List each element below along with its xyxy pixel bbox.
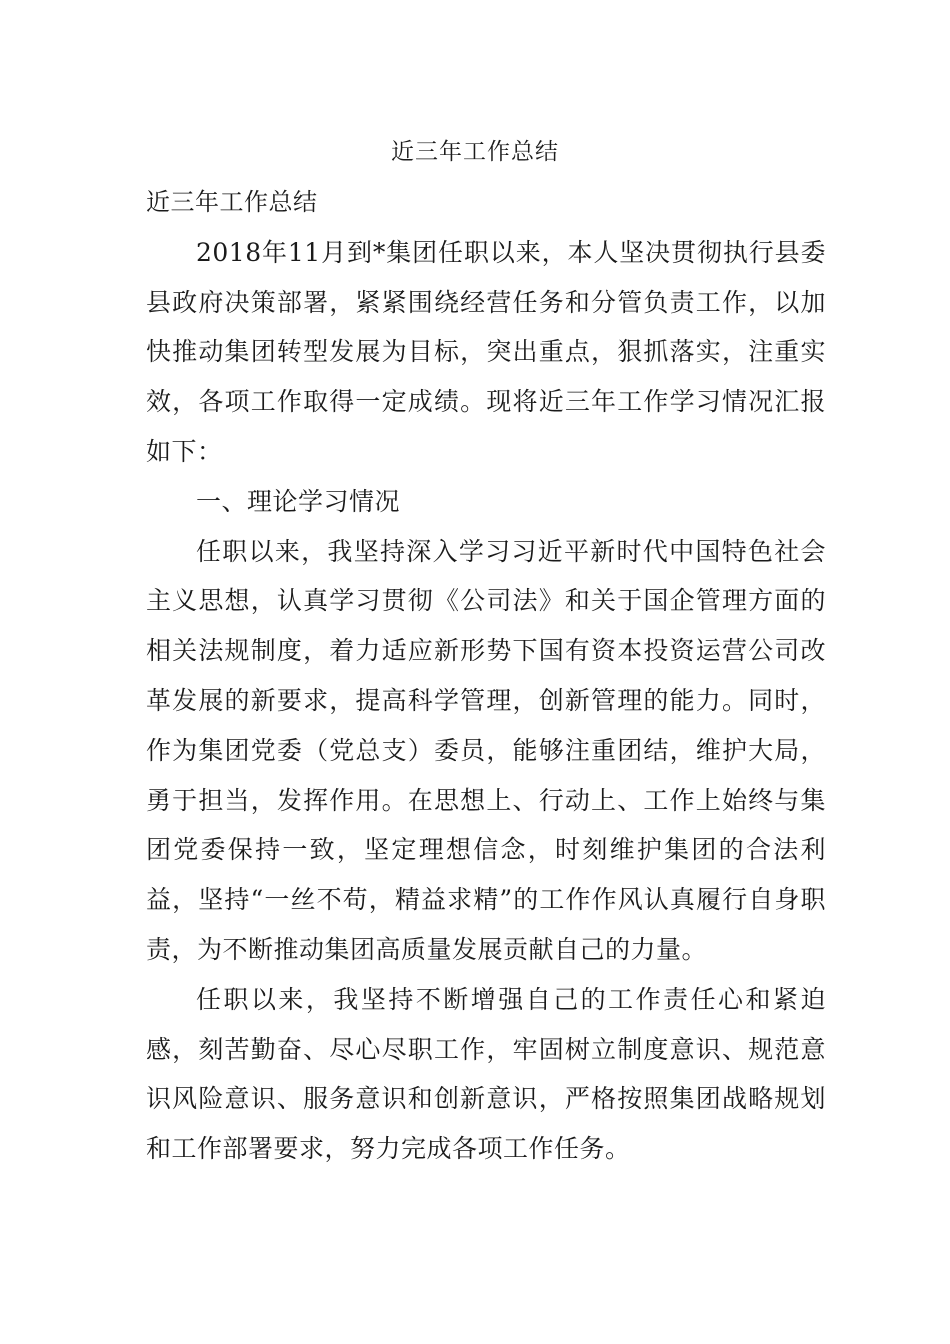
document-body bbox=[146, 178, 826, 1174]
document-subtitle: 近三年工作总结 bbox=[146, 188, 318, 216]
section-heading-theory-study: 一、理论学习情况 bbox=[196, 486, 401, 516]
paragraph-work-responsibility: 任职以来，我坚持不断增强自己的工作责任心和紧迫感，刻苦勤奋、尽心尽职工作，牢固树立制度意识、规范意识风险意识、服务意识和创新意识，严格按照集团战略规划和工作部署要求，努力完成各项工作任务。 bbox=[146, 984, 826, 1164]
paragraph-intro: 2018年11月到*集团任职以来，本人坚决贯彻执行县委县政府决策部署，紧紧围绕经营任务和分管负责工作，以加快推动集团转型发展为目标，突出重点，狠抓落实，注重实效，各项工作取得一定成绩。现将近三年工作学习情况汇报如下： bbox=[146, 237, 826, 466]
document-title: 近三年工作总结 bbox=[391, 139, 559, 165]
paragraph-theory-study: 任职以来，我坚持深入学习习近平新时代中国特色社会主义思想，认真学习贯彻《公司法》和关于国企管理方面的相关法规制度，着力适应新形势下国有资本投资运营公司改革发展的新要求，提高科学管理，创新管理的能力。同时，作为集团党委（党总支）委员，能够注重团结，维护大局，勇于担当，发挥作用。在思想上、行动上、工作上始终与集团党委保持一致，坚定理想信念，时刻维护集团的合法利益，坚持“一丝不苟，精益求精”的工作作风认真履行自身职责，为不断推动集团高质量发展贡献自己的力量。 bbox=[146, 536, 826, 964]
